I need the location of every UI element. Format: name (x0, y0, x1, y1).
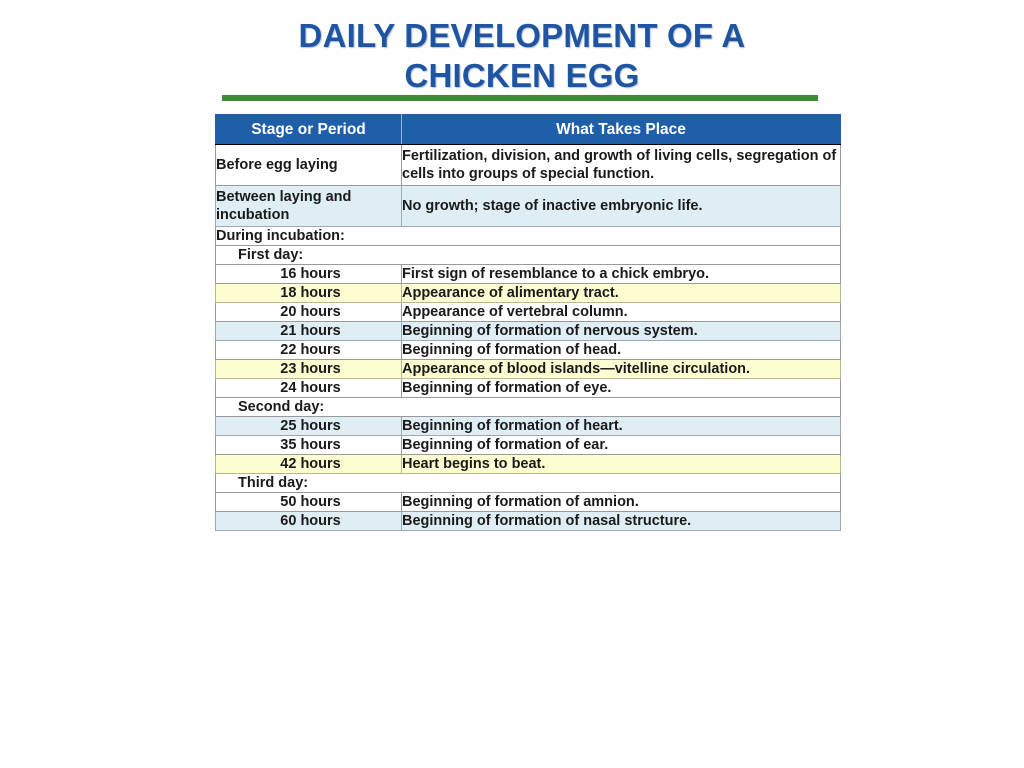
cell-what-takes-place: Beginning of formation of ear. (402, 436, 841, 455)
column-header-what: What Takes Place (402, 115, 841, 145)
table-row (216, 284, 841, 303)
page-title-line-2: CHICKEN EGG (404, 57, 640, 94)
cell-what-takes-place: Beginning of formation of eye. (402, 379, 841, 398)
cell-what-takes-place: Beginning of formation of amnion. (402, 493, 841, 512)
cell-what-takes-place: Heart begins to beat. (402, 455, 841, 474)
cell-stage-or-period: 25 hours (216, 417, 402, 436)
table-row (216, 493, 841, 512)
table-row (216, 186, 841, 227)
cell-what-takes-place: Appearance of vertebral column. (402, 303, 841, 322)
cell-what-takes-place: Appearance of alimentary tract. (402, 284, 841, 303)
row-section-label: First day: (216, 246, 841, 265)
table-row (216, 303, 841, 322)
table-header-row (216, 115, 841, 145)
page-title-line-1: DAILY DEVELOPMENT OF A (298, 17, 746, 54)
cell-stage-or-period: 50 hours (216, 493, 402, 512)
table-body (216, 145, 841, 531)
cell-stage-or-period: 24 hours (216, 379, 402, 398)
table-row (216, 341, 841, 360)
cell-stage-or-period: Between laying and incubation (216, 186, 402, 227)
table-row (216, 398, 841, 417)
table-row (216, 360, 841, 379)
table-row (216, 265, 841, 284)
table-row (216, 145, 841, 186)
cell-what-takes-place: Fertilization, division, and growth of living cells, segregation of cells into groups of special function. (402, 145, 841, 186)
cell-stage-or-period: 18 hours (216, 284, 402, 303)
cell-stage-or-period: 21 hours (216, 322, 402, 341)
column-header-stage: Stage or Period (216, 115, 402, 145)
cell-what-takes-place: Beginning of formation of head. (402, 341, 841, 360)
cell-what-takes-place: Beginning of formation of nervous system. (402, 322, 841, 341)
table-row (216, 322, 841, 341)
cell-what-takes-place: Beginning of formation of heart. (402, 417, 841, 436)
table-row (216, 227, 841, 246)
cell-what-takes-place: First sign of resemblance to a chick embryo. (402, 265, 841, 284)
egg-development-table (215, 114, 841, 531)
table-row (216, 379, 841, 398)
cell-stage-or-period: 22 hours (216, 341, 402, 360)
row-section-label: Second day: (216, 398, 841, 417)
cell-stage-or-period: 42 hours (216, 455, 402, 474)
cell-stage-or-period: 35 hours (216, 436, 402, 455)
cell-stage-or-period: 16 hours (216, 265, 402, 284)
title-divider-rule (222, 95, 818, 101)
row-section-label: During incubation: (216, 227, 841, 246)
table-row (216, 417, 841, 436)
table-row (216, 474, 841, 493)
cell-what-takes-place: Beginning of formation of nasal structure. (402, 512, 841, 531)
cell-stage-or-period: Before egg laying (216, 145, 402, 186)
cell-what-takes-place: Appearance of blood islands—vitelline circulation. (402, 360, 841, 379)
table-row (216, 436, 841, 455)
table-row (216, 512, 841, 531)
table-row (216, 455, 841, 474)
cell-stage-or-period: 23 hours (216, 360, 402, 379)
cell-what-takes-place: No growth; stage of inactive embryonic life. (402, 186, 841, 227)
page-title (212, 16, 832, 96)
cell-stage-or-period: 20 hours (216, 303, 402, 322)
table-row (216, 246, 841, 265)
row-section-label: Third day: (216, 474, 841, 493)
cell-stage-or-period: 60 hours (216, 512, 402, 531)
